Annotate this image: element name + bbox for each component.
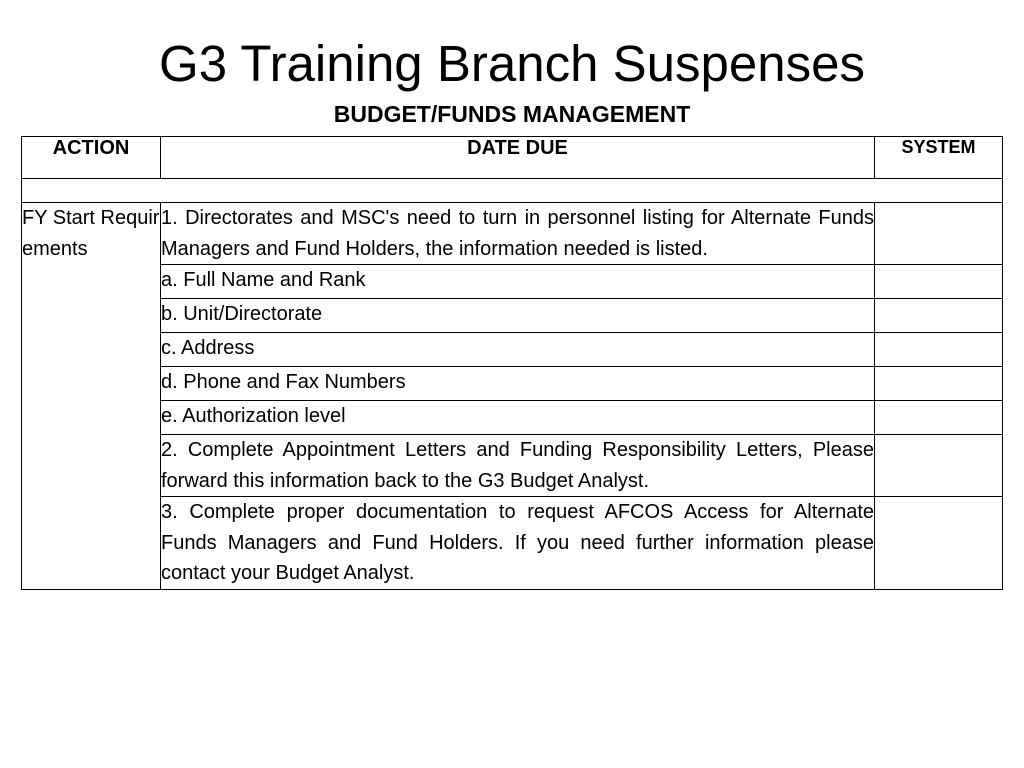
item-cell: e. Authorization level bbox=[161, 401, 875, 435]
suspense-table bbox=[21, 136, 1003, 590]
spacer-row bbox=[22, 179, 1003, 203]
item-cell: c. Address bbox=[161, 333, 875, 367]
header-system: SYSTEM bbox=[875, 137, 1003, 179]
item-cell: b. Unit/Directorate bbox=[161, 299, 875, 333]
table-row bbox=[22, 203, 1003, 265]
slide-subtitle: BUDGET/FUNDS MANAGEMENT bbox=[333, 101, 691, 127]
item-cell: 3. Complete proper documentation to request AFCOS Access for Alternate Funds Managers and Fund Holders. If you need further information please contact your Budget Analyst. bbox=[161, 497, 875, 590]
table-row bbox=[22, 299, 1003, 333]
spacer-cell bbox=[22, 179, 1003, 203]
item-cell: 1. Directorates and MSC's need to turn in personnel listing for Alternate Funds Managers and Fund Holders, the information needed is listed. bbox=[161, 203, 875, 265]
table-row bbox=[22, 401, 1003, 435]
table-row bbox=[22, 265, 1003, 299]
header-action: ACTION bbox=[22, 137, 161, 179]
table-header-row bbox=[22, 137, 1003, 179]
system-cell bbox=[875, 401, 1003, 435]
table-row bbox=[22, 435, 1003, 497]
table-row bbox=[22, 333, 1003, 367]
table-row bbox=[22, 497, 1003, 590]
system-cell bbox=[875, 299, 1003, 333]
table-row bbox=[22, 367, 1003, 401]
system-cell bbox=[875, 333, 1003, 367]
item-cell: a. Full Name and Rank bbox=[161, 265, 875, 299]
system-cell bbox=[875, 497, 1003, 590]
action-cell: FY Start Requirements bbox=[22, 203, 161, 590]
header-date-due: DATE DUE bbox=[161, 137, 875, 179]
slide-title: G3 Training Branch Suspenses bbox=[159, 35, 865, 92]
item-cell: 2. Complete Appointment Letters and Funding Responsibility Letters, Please forward this information back to the G3 Budget Analyst. bbox=[161, 435, 875, 497]
system-cell bbox=[875, 203, 1003, 265]
system-cell bbox=[875, 435, 1003, 497]
item-cell: d. Phone and Fax Numbers bbox=[161, 367, 875, 401]
system-cell bbox=[875, 265, 1003, 299]
system-cell bbox=[875, 367, 1003, 401]
